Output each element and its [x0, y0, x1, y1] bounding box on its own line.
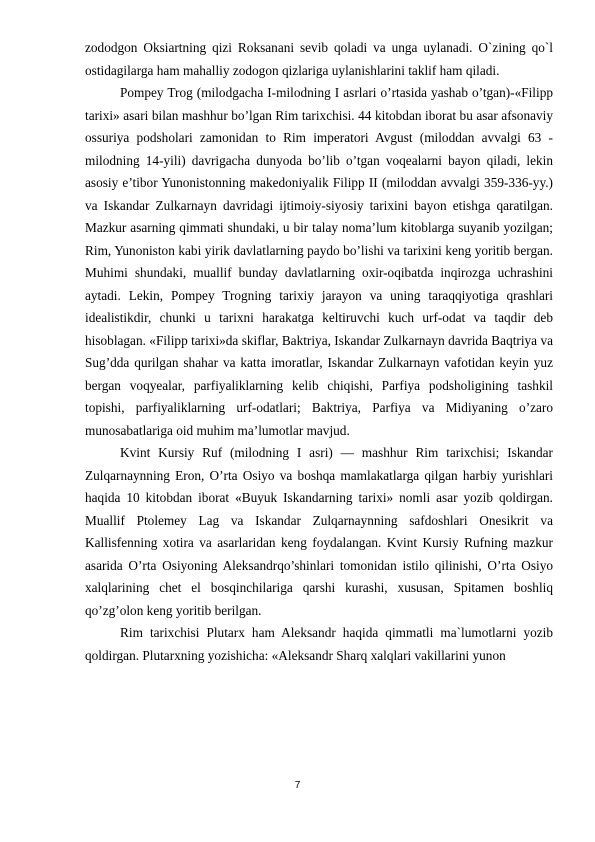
paragraph-pompey-trog: Pompey Trog (milodgacha I-milodning I asrlari o’rtasida yashab o’tgan)-«Filipp tarixi» asari bilan mashhur bo’lgan Rim tarixchisi. 44 kitobdan iborat bu asar afsonaviy ossuriya podsholari zamonidan to Rim imperatori Avgust (miloddan avvalgi 63 -milodning 14-yili) davrigacha dunyoda bo’lib o’tgan voqealarni bayon qiladi, lekin asosiy e’tibor Yunonistonning makedoniyalik Filipp II (miloddan avvalgi 359-336-yy.) va Iskandar Zulkarnayn davridagi ijtimoiy-siyosiy tarixini bayon etishga qaratilgan. Mazkur asarning qimmati shundaki, u bir talay noma’lum kitoblarga suyanib yozilgan; Rim, Yunoniston kabi yirik davlatlarning paydo bo’lishi va tarixini keng yoritib bergan. Muhimi shundaki, muallif bunday davlatlarning oxir-oqibatda inqirozga uchrashini aytadi. Lekin, Pompey Trogning tarixiy jarayon va uning taraqqiyotiga qrashlari idealistikdir, chunki u tarixni harakatga keltiruvchi kuch urf-odat va taqdir deb hisoblagan. «Filipp tarixi»da skiflar, Baktriya, Iskandar Zulkarnayn davrida Baqtriya va Sug’dda qurilgan shahar va katta imoratlar, Iskandar Zulkarnayn vafotidan keyin yuz bergan voqyealar, parfiyaliklarning kelib chiqishi, Parfiya podsholigining tashkil topishi, parfiyaliklarning urf-odatlari; Baktriya, Parfiya va Midiyaning o’zaro munosabatlariga oid muhim ma’lumotlar mavjud. — [85, 85, 553, 438]
paragraph-plutarx: Rim tarixchisi Plutarx ham Aleksandr haqida qimmatli ma`lumotlarni yozib qoldirgan. Plutarxning yozishicha: «Aleksandr Sharq xalqlari vakillarini yunon — [85, 625, 553, 663]
page-number: 7 — [294, 780, 301, 791]
document-page — [85, 37, 553, 667]
paragraph-continuation: zododgon Oksiartning qizi Roksanani sevib qoladi va unga uylanadi. O`zining qo`l ostidagilarga ham mahalliy zodogon qizlariga uylanishlarini taklif ham qiladi. — [85, 40, 553, 78]
paragraph-kvint-kursiy-ruf: Kvint Kursiy Ruf (milodning I asri) — mashhur Rim tarixchisi; Iskandar Zulqarnaynning Eron, O’rta Osiyo va boshqa mamlakatlarga qilgan harbiy yurishlari haqida 10 kitobdan iborat «Buyuk Iskandarning tarixi» nomli asar yozib qoldirgan. Muallif Ptolemey Lag va Iskandar Zulqarnaynning safdoshlari Onesikrit va Kallisfenning xotira va asarlaridan keng foydalangan. Kvint Kursiy Rufning mazkur asarida O’rta Osiyoning Aleksandrqo’shinlari tomonidan istilo qilinishi, O’rta Osiyo xalqlarining chet el bosqinchilariga qarshi kurashi, xususan, Spitamen boshliq qo’zg’olon keng yoritib berilgan. — [85, 445, 553, 618]
